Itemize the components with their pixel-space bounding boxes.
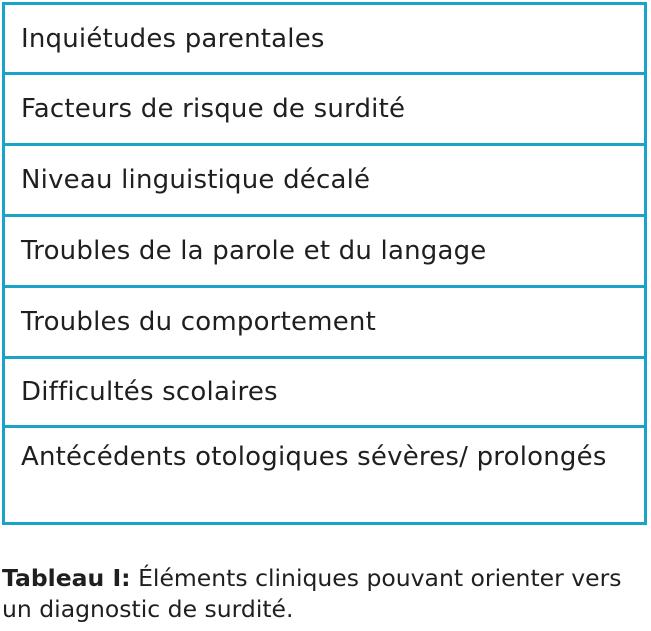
table-row [5, 75, 644, 146]
table-cell: Antécédents otologiques sévères/ prolongés [21, 442, 607, 472]
caption-text: Éléments cliniques pouvant orienter vers un diagnostic de surdité. [2, 564, 622, 623]
caption-label: Tableau I: [2, 564, 131, 592]
table-caption [2, 563, 649, 625]
table-cell: Facteurs de risque de surdité [21, 94, 406, 124]
table-row [5, 217, 644, 288]
table-cell: Niveau linguistique décalé [21, 165, 371, 195]
clinical-elements-table [2, 2, 647, 525]
table-cell: Inquiétudes parentales [21, 23, 325, 54]
table-row [5, 288, 644, 359]
table-row [5, 428, 644, 522]
table-row [5, 146, 644, 217]
table-row [5, 359, 644, 428]
table-cell: Difficultés scolaires [21, 377, 278, 407]
table-cell: Troubles du comportement [21, 307, 376, 337]
table-cell: Troubles de la parole et du langage [21, 236, 487, 266]
table-row [5, 5, 644, 75]
